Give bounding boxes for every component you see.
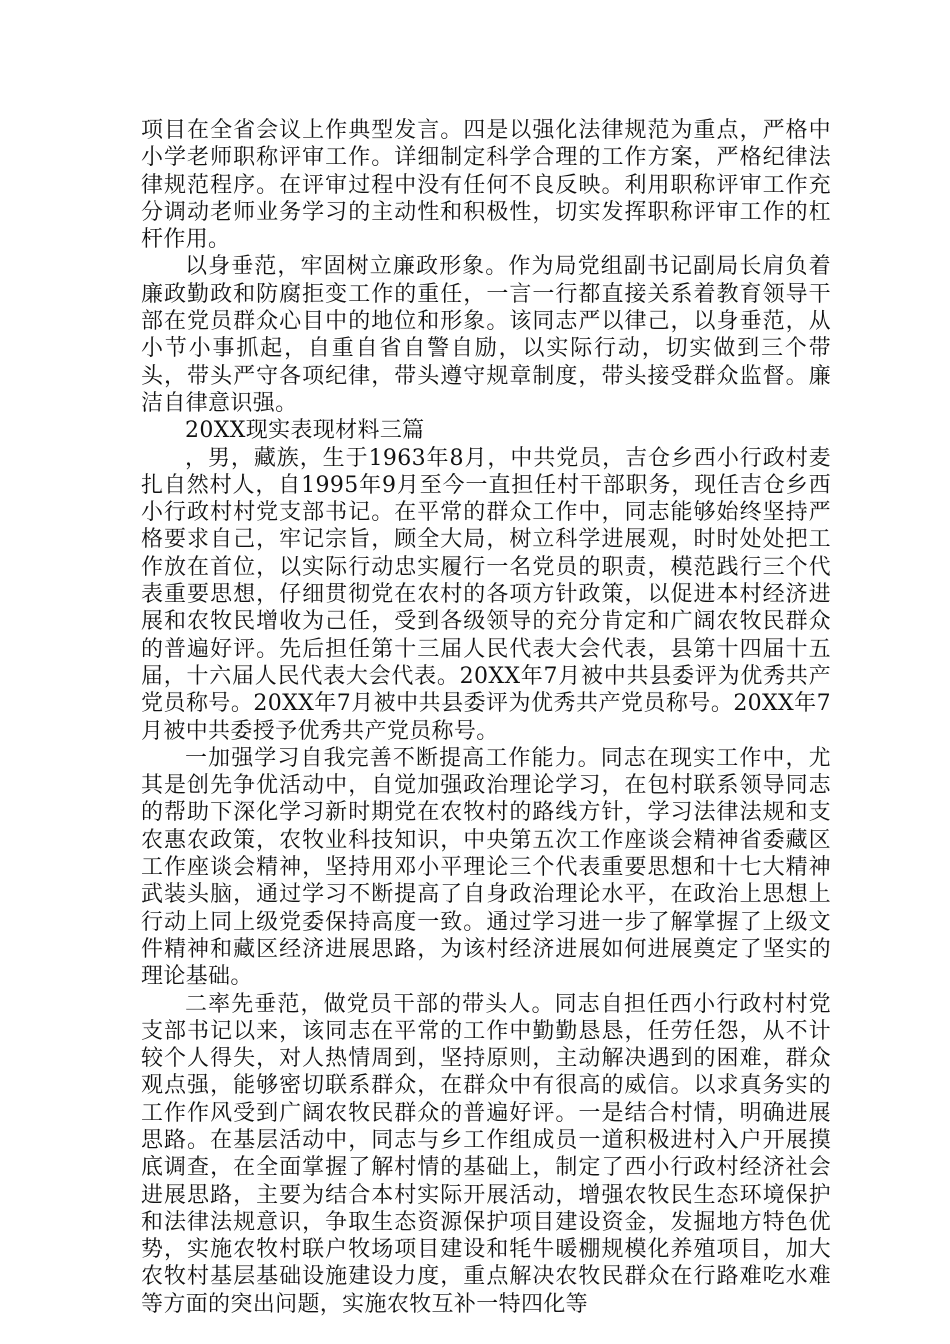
body-paragraph: ，男，藏族，生于1963年8月，中共党员，吉仓乡西小行政村麦扎自然村人，自1995年9月至今一直担任村干部职务，现任吉仓乡西小行政村村党支部书记。在平常的群众工作中，同志能够始终坚持严格要求自己，牢记宗旨，顾全大局，树立科学进展观，时时处处把工作放在首位，以实际行动忠实履行一名党员的职责，模范践行三个代表重要思想，仔细贯彻党在农村的各项方针政策，以促进本村经济进展和农牧民增收为己任，受到各级领导的充分肯定和广阔农牧民群众的普遍好评。先后担任第十三届人民代表大会代表，县第十四届十五届，十六届人民代表大会代表。20XX年7月被中共县委评为优秀共产党员称号。20XX年7月被中共县委评为优秀共产党员称号。20XX年7月被中共委授予优秀共产党员称号。	[141, 445, 831, 744]
body-paragraph: 一加强学习自我完善不断提高工作能力。同志在现实工作中，尤其是创先争优活动中，自觉加强政治理论学习，在包村联系领导同志的帮助下深化学习新时期党在农牧村的路线方针，学习法律法规和支农惠农政策，农牧业科技知识，中央第五次工作座谈会精神省委藏区工作座谈会精神，坚持用邓小平理论三个代表重要思想和十七大精神武装头脑，通过学习不断提高了自身政治理论水平，在政治上思想上行动上同上级党委保持高度一致。通过学习进一步了解掌握了上级文件精神和藏区经济进展思路，为该村经济进展如何进展奠定了坚实的理论基础。	[141, 745, 831, 990]
body-paragraph: 二率先垂范，做党员干部的带头人。同志自担任西小行政村村党支部书记以来，该同志在平常的工作中勤勤恳恳，任劳任怨，从不计较个人得失，对人热情周到，坚持原则，主动解决遇到的困难，群众观点强，能够密切联系群众，在群众中有很高的威信。以求真务实的工作作风受到广阔农牧民群众的普遍好评。一是结合村情，明确进展思路。在基层活动中，同志与乡工作组成员一道积极进村入户开展摸底调查，在全面掌握了解村情的基础上，制定了西小行政村经济社会进展思路，主要为结合本村实际开展活动，增强农牧民生态环境保护和法律法规意识，争取生态资源保护项目建设资金，发掘地方特色优势，实施农牧村联户牧场项目建设和牦牛暖棚规模化养殖项目，加大农牧村基层基础设施建设力度，重点解决农牧民群众在行路难吃水难等方面的突出问题，实施农牧互补一特四化等	[141, 991, 831, 1317]
body-paragraph: 以身垂范，牢固树立廉政形象。作为局党组副书记副局长肩负着廉政勤政和防腐拒变工作的重任，一言一行都直接关系着教育领导干部在党员群众心目中的地位和形象。该同志严以律己，以身垂范，从小节小事抓起，自重自省自警自励，以实际行动，切实做到三个带头，带头严守各项纪律，带头遵守规章制度，带头接受群众监督。廉洁自律意识强。	[141, 254, 831, 416]
section-heading: 20XX现实表现材料三篇	[185, 418, 425, 444]
body-paragraph: 项目在全省会议上作典型发言。四是以强化法律规范为重点，严格中小学老师职称评审工作。详细制定科学合理的工作方案，严格纪律法律规范程序。在评审过程中没有任何不良反映。利用职称评审工作充分调动老师业务学习的主动性和积极性，切实发挥职称评审工作的杠杆作用。	[141, 118, 831, 253]
document-body	[141, 117, 831, 1318]
